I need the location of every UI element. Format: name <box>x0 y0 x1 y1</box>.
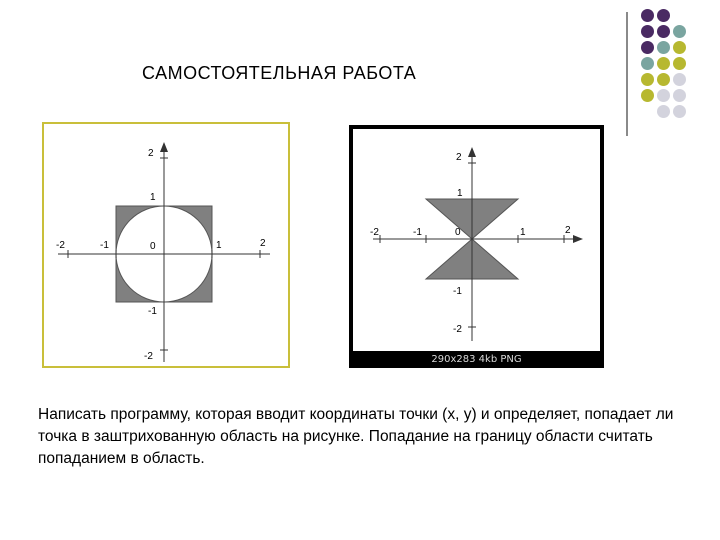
dot-purple <box>657 25 670 38</box>
dot-gray <box>673 73 686 86</box>
figure-hourglass <box>349 125 604 368</box>
label-y-neg2: -2 <box>453 324 462 335</box>
label-y-pos2: 2 <box>456 152 462 163</box>
dot-purple <box>641 9 654 22</box>
y-axis-arrow-icon <box>160 142 168 152</box>
dot-gray <box>673 89 686 102</box>
label-origin: 0 <box>150 241 156 252</box>
image-caption: 290x283 4kb PNG <box>431 354 522 365</box>
dot-olive <box>673 57 686 70</box>
dot-gray <box>657 89 670 102</box>
label-y-pos2: 2 <box>148 148 154 159</box>
task-description: Написать программу, которая вводит координаты точки (x, y) и определяет, попадает ли точка в заштрихованную область на рисунке. Попадание на границу области считать попаданием в область. <box>38 406 674 467</box>
figure2-svg <box>353 129 600 351</box>
dot-teal <box>641 57 654 70</box>
label-x-pos2: 2 <box>260 238 266 249</box>
dot-olive <box>641 89 654 102</box>
slide-title: САМОСТОЯТЕЛЬНАЯ РАБОТА <box>142 63 417 83</box>
figure-square-circle <box>42 122 290 368</box>
dot-purple <box>657 9 670 22</box>
dot-olive <box>673 41 686 54</box>
vertical-divider <box>626 12 628 136</box>
label-x-neg2: -2 <box>56 240 65 251</box>
dot-teal <box>673 25 686 38</box>
label-x-pos1: 1 <box>216 240 222 251</box>
dot-gray <box>673 105 686 118</box>
label-origin: 0 <box>455 227 461 238</box>
label-x-pos2: 2 <box>565 225 571 236</box>
decorative-dot-grid <box>641 9 717 119</box>
dot-olive <box>657 73 670 86</box>
label-x-neg2: -2 <box>370 227 379 238</box>
label-y-neg1: -1 <box>453 286 462 297</box>
dot-olive <box>641 73 654 86</box>
label-x-neg1: -1 <box>100 240 109 251</box>
dot-purple <box>641 25 654 38</box>
label-x-pos1: 1 <box>520 227 526 238</box>
dot-olive <box>657 57 670 70</box>
label-x-neg1: -1 <box>413 227 422 238</box>
dot-gray <box>657 105 670 118</box>
y-axis-arrow-icon <box>468 147 476 157</box>
dot-purple <box>641 41 654 54</box>
label-y-neg2: -2 <box>144 351 153 362</box>
label-y-neg1: -1 <box>148 306 157 317</box>
label-y-pos1: 1 <box>150 192 156 203</box>
x-axis-arrow-icon <box>573 235 583 243</box>
dot-teal <box>657 41 670 54</box>
figure2-canvas <box>353 129 600 351</box>
figure1-svg <box>44 124 288 366</box>
label-y-pos1: 1 <box>457 188 463 199</box>
